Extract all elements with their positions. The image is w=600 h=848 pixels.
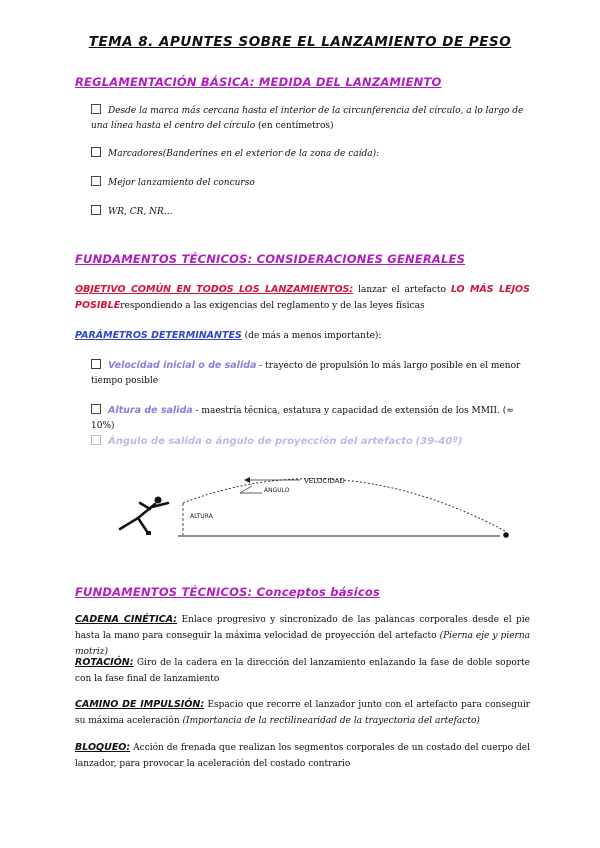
checkbox-icon[interactable] <box>91 359 101 369</box>
concept-note: (Importancia de la rectilinearidad de la trayectoria del artefacto) <box>182 716 480 726</box>
checkbox-icon[interactable] <box>91 104 101 114</box>
checkbox-icon[interactable] <box>91 147 101 157</box>
params-text: (de más a menos importante): <box>244 331 382 341</box>
objective-text1: lanzar el artefacto <box>358 285 446 295</box>
param-text: - maestría técnica, estatura y capacidad de extensión de los MMII. (≈ 10%) <box>91 406 514 431</box>
concept-paragraph <box>75 697 530 729</box>
thrower-figure <box>120 497 168 534</box>
velocity-label: VELOCIDAD <box>304 477 345 485</box>
page-title: TEMA 8. APUNTES SOBRE EL LANZAMIENTO DE PESO <box>88 34 512 50</box>
item-text: Desde la marca más cercana hasta el interior de la circunferencia del círculo, a lo largo de una línea hasta el centro del círculo <box>91 106 524 131</box>
objective-paragraph <box>75 282 530 314</box>
param-text: (39-40º) <box>415 436 463 447</box>
objective-highlight: LO MÁS LEJOS POSIBLE <box>75 284 530 311</box>
concept-label: CAMINO DE IMPULSIÓN: <box>75 699 205 710</box>
checklist-item <box>91 147 529 162</box>
shot-put-diagram <box>0 463 600 563</box>
concept-paragraph <box>75 612 530 660</box>
params-label: PARÁMETROS DETERMINANTES <box>75 330 242 341</box>
param-label: Altura de salida <box>108 405 193 416</box>
section-heading-fundamentos-generales: FUNDAMENTOS TÉCNICOS: CONSIDERACIONES GENERALES <box>75 252 466 266</box>
concept-label: CADENA CINÉTICA: <box>75 614 178 625</box>
height-label: ALTURA <box>190 513 213 520</box>
checklist-item <box>91 104 529 134</box>
item-text: Mejor lanzamiento del concurso <box>108 178 255 188</box>
concept-text: Acción de frenada que realizan los segmentos corporales de un costado del cuerpo del lanzador, para provocar la aceleración del costado contrario <box>75 743 530 769</box>
concept-paragraph <box>75 655 530 687</box>
checkbox-icon[interactable] <box>91 205 101 215</box>
param-item <box>91 434 529 450</box>
concept-text: Giro de la cadera en la dirección del lanzamiento enlazando la fase de doble soporte con la fase final de lanzamiento <box>75 658 530 684</box>
section-heading-reglamentacion: REGLAMENTACIÓN BÁSICA: MEDIDA DEL LANZAMIENTO <box>75 75 442 89</box>
concept-text: Enlace progresivo y sincronizado de las palancas corporales desde el pie hasta la mano para conseguir la máxima velocidad de proyección del artefacto <box>75 615 530 641</box>
checkbox-icon[interactable] <box>91 435 101 445</box>
concept-paragraph <box>75 740 530 772</box>
param-item <box>91 358 529 389</box>
param-label: Velocidad inicial o de salida <box>108 360 257 371</box>
angle-label: ÁNGULO <box>264 487 290 494</box>
item-text: WR, CR, NR… <box>108 207 173 217</box>
item-suffix: (en centímetros) <box>258 121 334 131</box>
concept-text: Espacio que recorre el lanzador junto con el artefacto para conseguir su máxima aceleración <box>75 700 530 726</box>
param-label: Ángulo de salida o ángulo de proyección del artefacto <box>108 436 413 447</box>
item-text: Marcadores(Banderines en el exterior de la zona de caída): <box>108 149 380 159</box>
checklist-item <box>91 205 529 220</box>
objective-label: OBJETIVO COMÚN EN TODOS LOS LANZAMIENTOS: <box>75 284 354 295</box>
objective-text2: respondiendo a las exigencias del reglamento y de las leyes físicas <box>120 301 425 311</box>
concept-note: (Pierna eje y pierna motriz) <box>75 631 530 657</box>
checkbox-icon[interactable] <box>91 176 101 186</box>
section-heading-conceptos: FUNDAMENTOS TÉCNICOS: Conceptos básicos <box>75 585 381 599</box>
checkbox-icon[interactable] <box>91 404 101 414</box>
param-text: - trayecto de propulsión lo más largo posible en el menor tiempo posible <box>91 361 521 386</box>
concept-label: ROTACIÓN: <box>75 657 134 668</box>
params-paragraph <box>75 328 530 344</box>
param-item <box>91 403 529 434</box>
concept-label: BLOQUEO: <box>75 742 131 753</box>
checklist-item <box>91 176 529 191</box>
